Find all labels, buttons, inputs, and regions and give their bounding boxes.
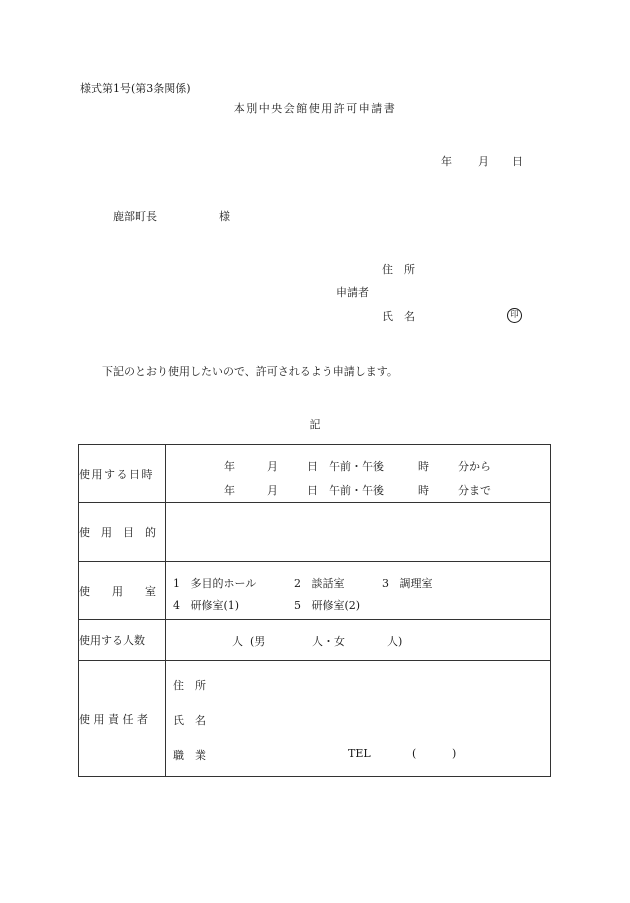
responsible-address-label: 住 所: [173, 679, 206, 692]
room-row-label: 使 用 室: [79, 562, 166, 620]
applicant-name-label: 氏 名: [382, 310, 415, 323]
applicant-label: 申請者: [336, 286, 369, 299]
responsible-row-label: 使 用 責 任 者: [79, 661, 166, 777]
room-option-number: 1: [173, 577, 180, 590]
room-option-number: 2: [294, 577, 301, 590]
room-option-number: 4: [173, 599, 180, 612]
room-option-3[interactable]: [382, 575, 433, 591]
date-row-label: 使用する日時: [79, 445, 166, 503]
room-option-name: 談話室: [311, 577, 345, 590]
people-row-label: 使用する人数: [79, 620, 166, 661]
date2-minute: 分まで: [458, 484, 491, 497]
document-title: 本別中央会館使用許可申請書: [233, 102, 397, 115]
people-male-label: (男: [250, 635, 266, 648]
room-option-1[interactable]: [173, 575, 256, 591]
seal-mark: 印: [507, 308, 522, 323]
date-row-field[interactable]: [166, 445, 551, 503]
table-row-date: [79, 445, 551, 503]
date2-year: 年: [224, 484, 235, 497]
form-number: 様式第1号(第3条関係): [80, 82, 191, 95]
responsible-tel-label: TEL: [348, 747, 371, 760]
responsible-name-label: 氏 名: [173, 714, 206, 727]
table-row-responsible: [79, 661, 551, 777]
responsible-row-field[interactable]: [166, 661, 551, 777]
tel-paren-open: (: [412, 747, 417, 760]
room-option-5[interactable]: [294, 597, 360, 613]
date-month-label: 月: [478, 155, 489, 168]
room-option-name: 多目的ホール: [190, 577, 257, 590]
date1-year: 年: [224, 460, 235, 473]
people-total-unit: 人: [232, 635, 243, 648]
applicant-address-label: 住 所: [382, 263, 415, 276]
people-female-label: 人・女: [312, 635, 345, 648]
application-table: [78, 444, 551, 777]
date1-ampm: 午前・午後: [329, 460, 384, 473]
purpose-row-label: 使 用 目 的: [79, 503, 166, 562]
date2-month: 月: [267, 484, 278, 497]
addressee-honorific: 様: [219, 210, 230, 223]
room-row-field[interactable]: [166, 562, 551, 620]
date2-ampm: 午前・午後: [329, 484, 384, 497]
date1-month: 月: [267, 460, 278, 473]
purpose-row-field[interactable]: [166, 503, 551, 562]
table-row-people: [79, 620, 551, 661]
room-option-4[interactable]: [173, 597, 239, 613]
date1-day: 日: [307, 460, 318, 473]
date1-minute: 分から: [458, 460, 491, 473]
room-option-name: 研修室(1): [190, 599, 240, 612]
date2-hour: 時: [418, 484, 429, 497]
addressee-name: 鹿部町長: [113, 210, 157, 223]
ki-heading: 記: [309, 418, 321, 431]
responsible-occupation-label: 職 業: [173, 749, 206, 762]
date2-day: 日: [307, 484, 318, 497]
date1-hour: 時: [418, 460, 429, 473]
table-row-room: [79, 562, 551, 620]
room-option-number: 5: [294, 599, 301, 612]
request-statement: 下記のとおり使用したいので、許可されるよう申請します。: [102, 365, 398, 378]
table-row-purpose: [79, 503, 551, 562]
date-day-label: 日: [512, 155, 523, 168]
room-option-name: 調理室: [399, 577, 433, 590]
tel-paren-close: ): [452, 747, 457, 760]
date-year-label: 年: [441, 155, 452, 168]
room-option-2[interactable]: [294, 575, 345, 591]
people-close: 人): [387, 635, 403, 648]
room-option-number: 3: [382, 577, 389, 590]
room-option-name: 研修室(2): [311, 599, 361, 612]
people-row-field[interactable]: [166, 620, 551, 661]
